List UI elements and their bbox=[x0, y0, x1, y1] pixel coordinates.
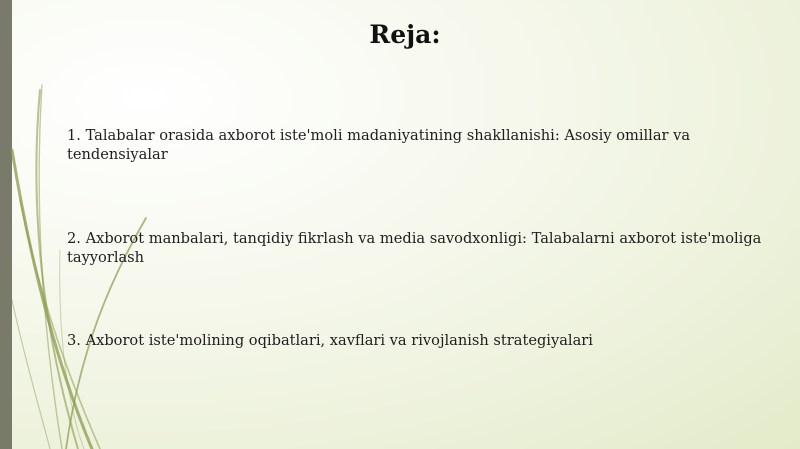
plan-item-1: 1. Talabalar orasida axborot iste'moli madaniyatining shakllanishi: Asosiy omillar va tendensiyalar bbox=[67, 127, 691, 163]
slide-title: Reja: bbox=[369, 20, 441, 49]
plan-item-3: 3. Axborot iste'molining oqibatlari, xavflari va rivojlanish strategiyalari bbox=[67, 332, 593, 349]
plan-item-2: 2. Axborot manbalari, tanqidiy fikrlash va media savodxonligi: Talabalarni axborot iste'moliga tayyorlash bbox=[67, 230, 762, 266]
grass-decoration-icon bbox=[0, 0, 160, 449]
